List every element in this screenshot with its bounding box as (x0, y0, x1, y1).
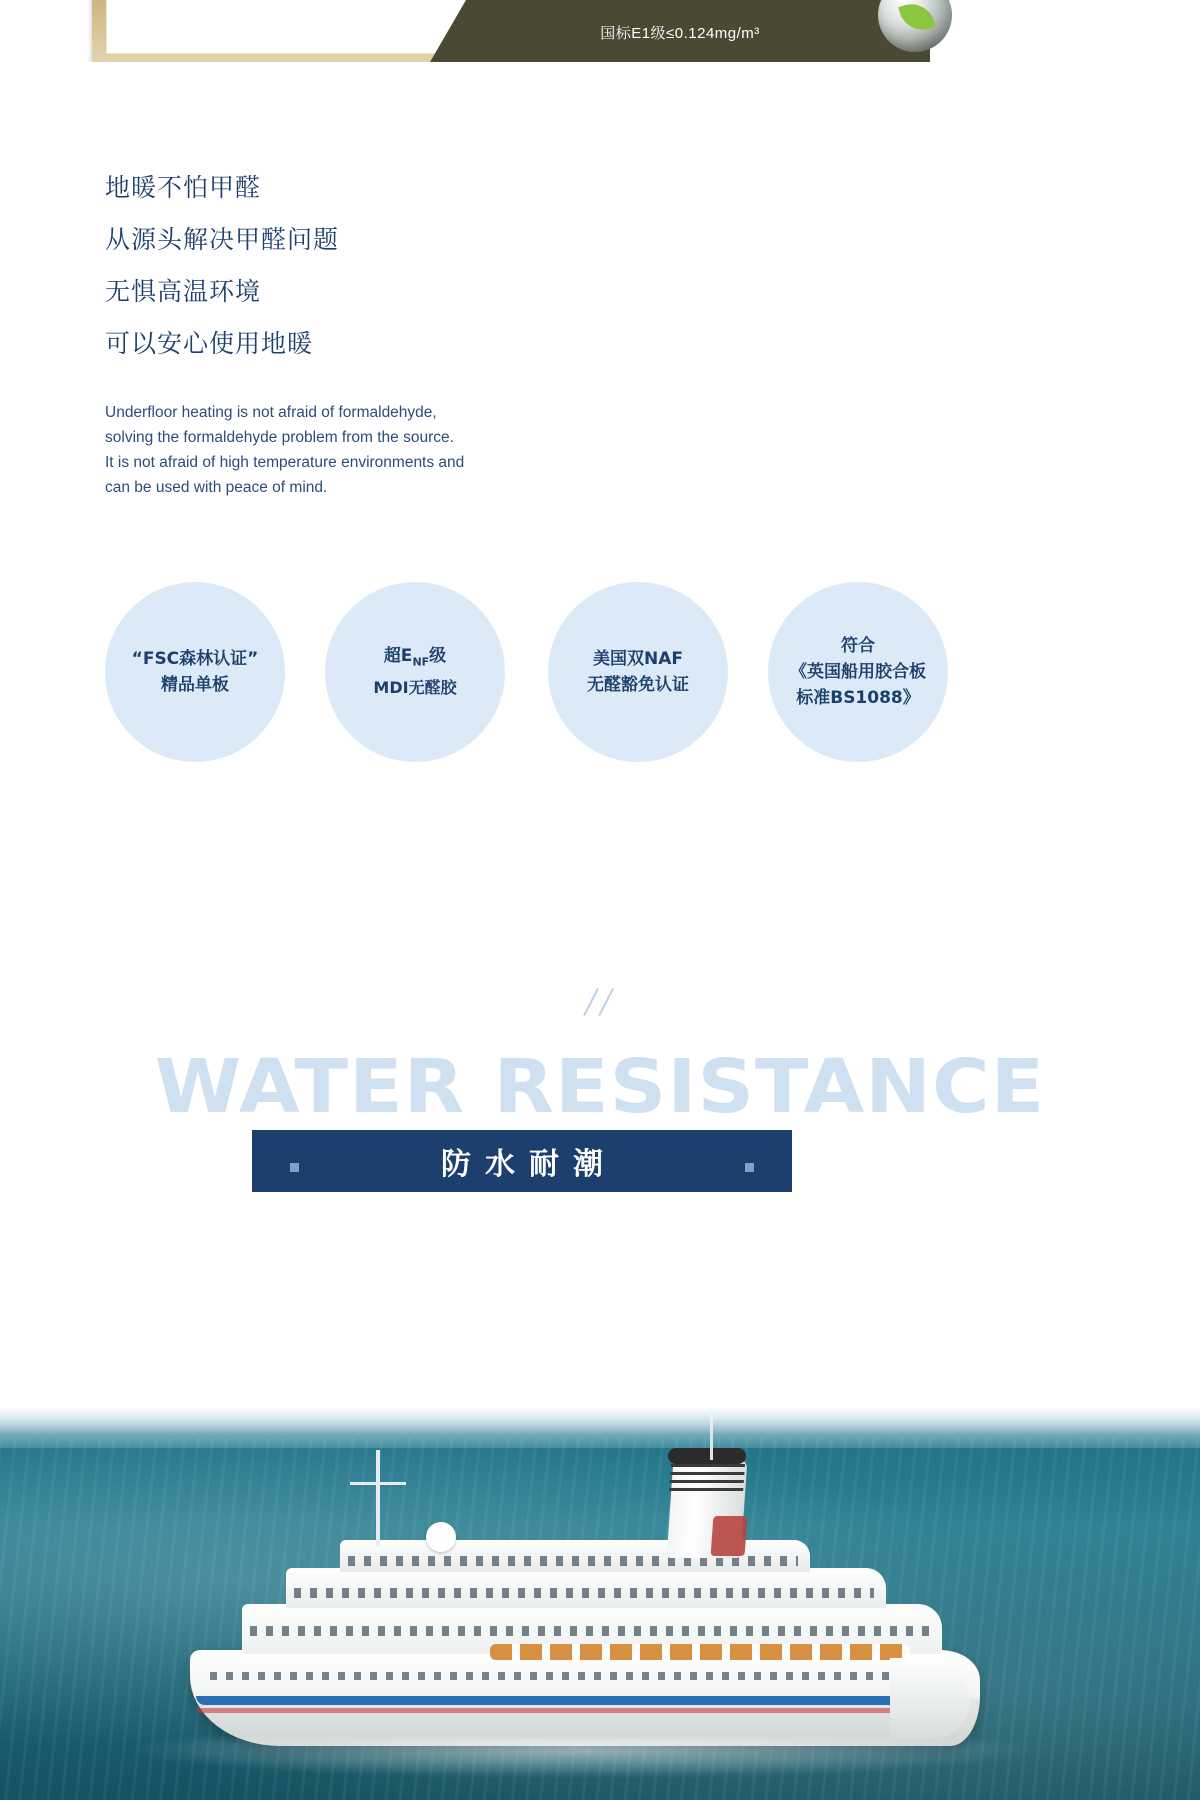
photo-top-fade (0, 1408, 1200, 1434)
ship-graphic (190, 1500, 980, 1760)
headline-line-4: 可以安心使用地暖 (105, 329, 314, 358)
decorative-slashes: // (584, 979, 616, 1024)
headline-line-3: 无惧高温环境 (105, 277, 262, 306)
badge-fsc-certification (105, 582, 285, 762)
certification-badges (105, 582, 1105, 767)
ship-mast-forward (376, 1450, 380, 1546)
badge-naf-line-2: 无醛豁免认证 (587, 675, 689, 695)
badge-enf-prefix: 超E (383, 645, 413, 666)
cruise-ship-on-sea-photo (0, 1408, 1200, 1800)
headline-line-1: 地暖不怕甲醛 (105, 173, 262, 202)
badge-bs1088-standard (768, 582, 948, 762)
ship-wake (120, 1738, 1040, 1778)
badge-naf-line-1: 美国双NAF (593, 649, 683, 669)
ship-funnel-cap (668, 1448, 746, 1464)
badge-fsc-line-2: 精品单板 (161, 675, 229, 695)
badge-enf-subscript: NF (412, 655, 430, 669)
feature-headlines (105, 162, 725, 370)
badge-enf-line-2: MDI无醛胶 (373, 678, 457, 698)
ship-windows-hull (210, 1672, 950, 1680)
ship-lifeboats (490, 1644, 910, 1660)
badge-enf-line-1 (373, 643, 456, 675)
description-line-3: It is not afraid of high temperature environments and (105, 454, 465, 471)
top-banner-strip (0, 0, 1200, 72)
ship-hull-blue-stripe (196, 1696, 966, 1705)
section-title-chinese: 防水耐潮 (441, 1147, 617, 1182)
badge-enf-suffix: 级 (429, 645, 447, 666)
description-line-2: solving the formaldehyde problem from the source. (105, 429, 454, 446)
description-line-1: Underfloor heating is not afraid of formaldehyde, (105, 404, 437, 421)
headline-line-2: 从源头解决甲醛问题 (105, 225, 340, 254)
ship-hull-red-stripe (196, 1708, 962, 1713)
bar-square-right-icon (745, 1163, 754, 1172)
badge-bs-line-1: 符合 (841, 636, 875, 656)
badge-naf-exemption (548, 582, 728, 762)
ship-mast-crossbar (350, 1482, 406, 1485)
badge-fsc-line-1: “FSC森林认证” (131, 649, 259, 669)
bar-square-left-icon (290, 1163, 299, 1172)
badge-enf-mdi-glue (325, 582, 505, 762)
description-line-4: can be used with peace of mind. (105, 479, 328, 496)
ship-windows-lower (250, 1626, 930, 1636)
ship-funnel-accent (711, 1516, 748, 1556)
section-title-bar (252, 1130, 792, 1192)
ship-radar-dome-icon (426, 1522, 456, 1552)
feature-description-english (105, 400, 579, 500)
banner-bottom-mask (0, 62, 1200, 72)
ship-funnel-bands (669, 1464, 745, 1494)
badge-bs-line-3: 标准BS1088》 (796, 688, 920, 708)
standard-band-label: 国标E1级≤0.124mg/m³ (600, 25, 760, 42)
badge-bs-line-2: 《英国船用胶合板 (790, 662, 926, 682)
ship-windows-middle (294, 1588, 874, 1598)
section-title-english: WATER RESISTANCE (154, 1044, 1046, 1130)
